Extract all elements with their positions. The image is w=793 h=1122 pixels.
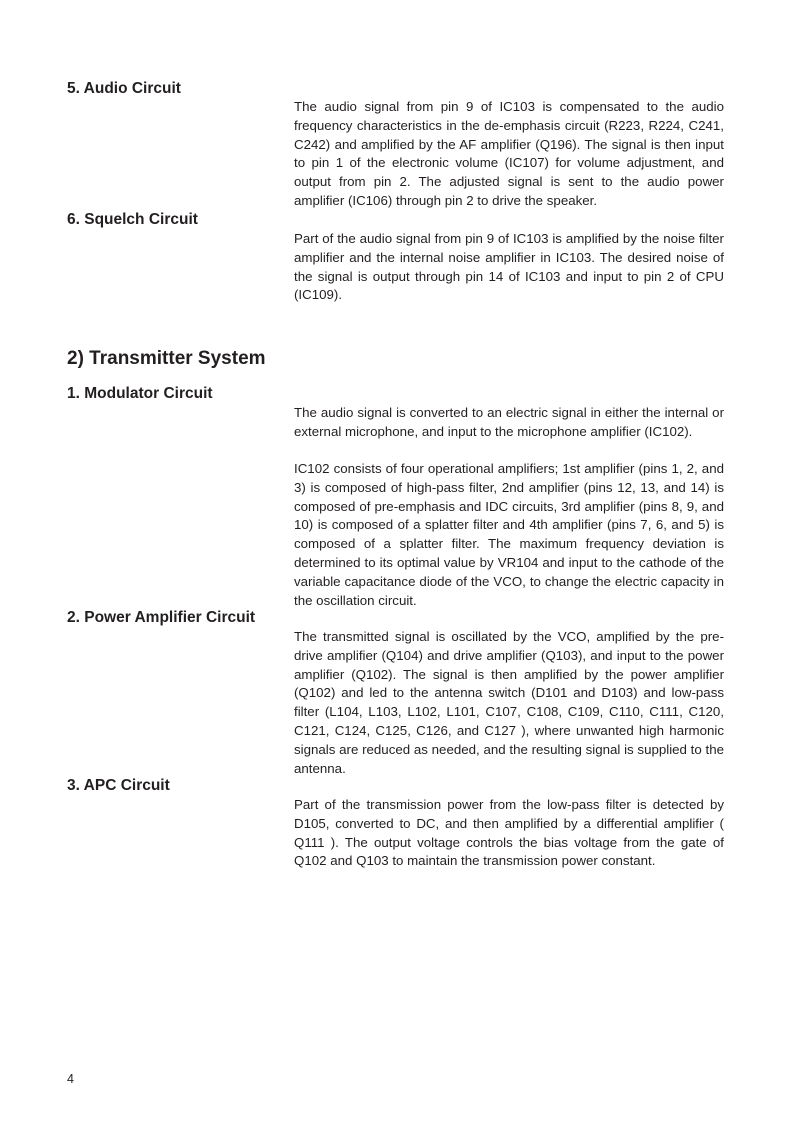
power-amplifier-circuit-heading: 2. Power Amplifier Circuit	[67, 609, 256, 626]
modulator-circuit-heading: 1. Modulator Circuit	[67, 385, 213, 402]
power-amplifier-circuit-text: The transmitted signal is oscillated by the VCO, amplified by the pre-drive amplifier (Q104) and drive amplifier (Q103), and input to the power amplifier (Q102). The signal is then amplified by the power amplifier (Q102) and led to the antenna switch (D101 and D103) and low-pass filter (L104, L103, L102, L101, C107, C108, C109, C110, C111, C120, C121, C124, C125, C126, and C127 ), where unwanted high harmonic signals are reduced as needed, and the resulting signal is supplied to the antenna.	[294, 629, 724, 776]
squelch-circuit-heading: 6. Squelch Circuit	[67, 211, 198, 228]
transmitter-system-heading: 2) Transmitter System	[67, 348, 266, 369]
apc-circuit-text: Part of the transmission power from the low-pass filter is detected by D105, converted to DC, and then amplified by a differential amplifier ( Q111 ). The output voltage controls the bias voltage from the gate of Q102 and Q103 to maintain the transmission power constant.	[294, 797, 724, 869]
audio-circuit-text: The audio signal from pin 9 of IC103 is compensated to the audio frequency characteristics in the de-emphasis circuit (R223, R224, C241, C242) and amplified by the AF amplifier (Q196). The signal is then input to pin 1 of the electronic volume (IC107) for volume adjustment, and output from pin 2. The adjusted signal is sent to the audio power amplifier (IC106) through pin 2 to drive the speaker.	[294, 99, 724, 208]
modulator-circuit-text-1: The audio signal is converted to an electric signal in either the internal or external microphone, and input to the microphone amplifier (IC102).	[294, 405, 724, 439]
modulator-circuit-text-2: IC102 consists of four operational amplifiers; 1st amplifier (pins 1, 2, and 3) is composed of high-pass filter, 2nd amplifier (pins 12, 13, and 14) is composed of pre-emphasis and IDC circuits, 3rd amplifier (pins 8, 9, and 10) is composed of a splatter filter and 4th amplifier (pins 7, 6, and 5) is composed of a splatter filter. The maximum frequency deviation is determined to its optimal value by VR104 and input to the cathode of the variable capacitance diode of the VCO, to change the electric capacity in the oscillation circuit.	[294, 461, 724, 608]
audio-circuit-heading: 5. Audio Circuit	[67, 80, 181, 97]
page-number: 4	[67, 1072, 74, 1086]
apc-circuit-heading: 3. APC Circuit	[67, 777, 170, 794]
squelch-circuit-text: Part of the audio signal from pin 9 of IC103 is amplified by the noise filter amplifier and the internal noise amplifier in IC103. The desired noise of the signal is output through pin 14 of IC103 and input to pin 2 of CPU (IC109).	[294, 231, 724, 303]
